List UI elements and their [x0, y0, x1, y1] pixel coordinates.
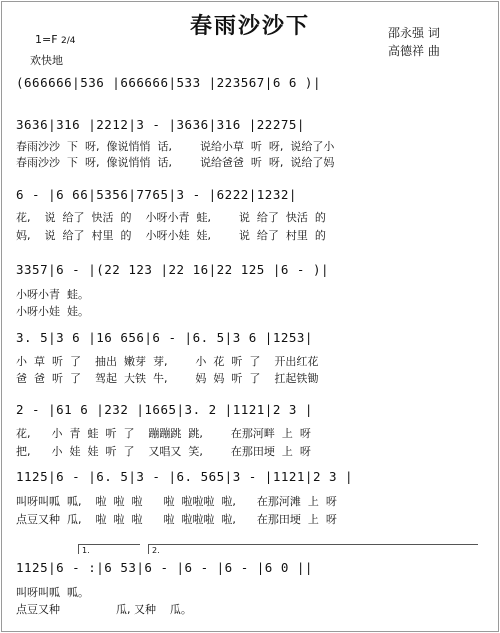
key-label: 1=F — [35, 33, 58, 46]
lyric-verse-2: 点豆又种 瓜, 啦 啦 啦 啦 啦啦啦 啦, 在那田埂 上 呀 — [16, 513, 337, 526]
lyric-verse-1: 花, 小 青 蛙 听 了 蹦蹦跳 跳, 在那河畔 上 呀 — [16, 427, 311, 440]
volta-bracket-2 — [148, 544, 478, 545]
lyric-verse-1: 小 草 听 了 抽出 嫩芽 芽, 小 花 听 了 开出红花 — [16, 355, 319, 368]
composer-credit: 高德祥 曲 — [388, 44, 440, 58]
notation-line: 3636|316 |2212|3 - |3636|316 |22275| — [16, 117, 305, 132]
lyric-verse-2: 小呀小娃 娃。 — [16, 305, 89, 318]
notation-line: 3357|6 - |(22 123 |22 16|22 125 |6 - )| — [16, 262, 329, 277]
lyric-verse-1: 春雨沙沙 下 呀, 像说悄悄 话, 说给小草 听 呀, 说给了小 — [16, 140, 335, 153]
volta-bracket-2-edge — [148, 544, 149, 554]
song-title: 春雨沙沙下 — [189, 13, 310, 39]
notation-line: 6 - |6 66|5356|7765|3 - |6222|1232| — [16, 187, 297, 202]
lyricist-credit: 邵永强 词 — [388, 26, 440, 40]
notation-line: 1125|6 - :|6 53|6 - |6 - |6 - |6 0 || — [16, 560, 313, 575]
lyric-verse-2: 春雨沙沙 下 呀, 像说悄悄 话, 说给爸爸 听 呀, 说给了妈 — [16, 156, 335, 169]
lyric-verse-1: 小呀小青 蛙。 — [16, 288, 89, 301]
notation-line: 1125|6 - |6. 5|3 - |6. 565|3 - |1121|2 3 | — [16, 469, 354, 484]
volta-2-label: 2. — [152, 546, 160, 555]
lyric-verse-1: 叫呀叫呱 呱。 — [16, 586, 89, 599]
notation-line: 3. 5|3 6 |16 656|6 - |6. 5|3 6 |1253| — [16, 330, 313, 345]
volta-1-label: 1. — [82, 546, 90, 555]
volta-bracket-1 — [78, 544, 140, 545]
lyric-verse-2: 点豆又种 瓜, 又种 瓜。 — [16, 603, 192, 616]
time-signature: 2/4 — [61, 36, 76, 46]
notation-line: (666666|536 |666666|533 |223567|6 6 )| — [16, 75, 321, 90]
lyric-verse-2: 妈, 说 给了 村里 的 小呀小娃 娃, 说 给了 村里 的 — [16, 229, 326, 242]
key-signature — [35, 33, 76, 46]
lyric-verse-2: 爸 爸 听 了 驾起 大铁 牛, 妈 妈 听 了 扛起铁锄 — [16, 372, 319, 385]
notation-line: 2 - |61 6 |232 |1665|3. 2 |1121|2 3 | — [16, 402, 313, 417]
lyric-verse-2: 把, 小 娃 娃 听 了 又唱又 笑, 在那田埂 上 呀 — [16, 445, 311, 458]
volta-bracket-1-edge — [78, 544, 79, 554]
lyric-verse-1: 花, 说 给了 快活 的 小呀小青 蛙, 说 给了 快活 的 — [16, 211, 326, 224]
tempo-marking: 欢快地 — [30, 54, 63, 67]
lyric-verse-1: 叫呀叫呱 呱, 啦 啦 啦 啦 啦啦啦 啦, 在那河滩 上 呀 — [16, 495, 337, 508]
